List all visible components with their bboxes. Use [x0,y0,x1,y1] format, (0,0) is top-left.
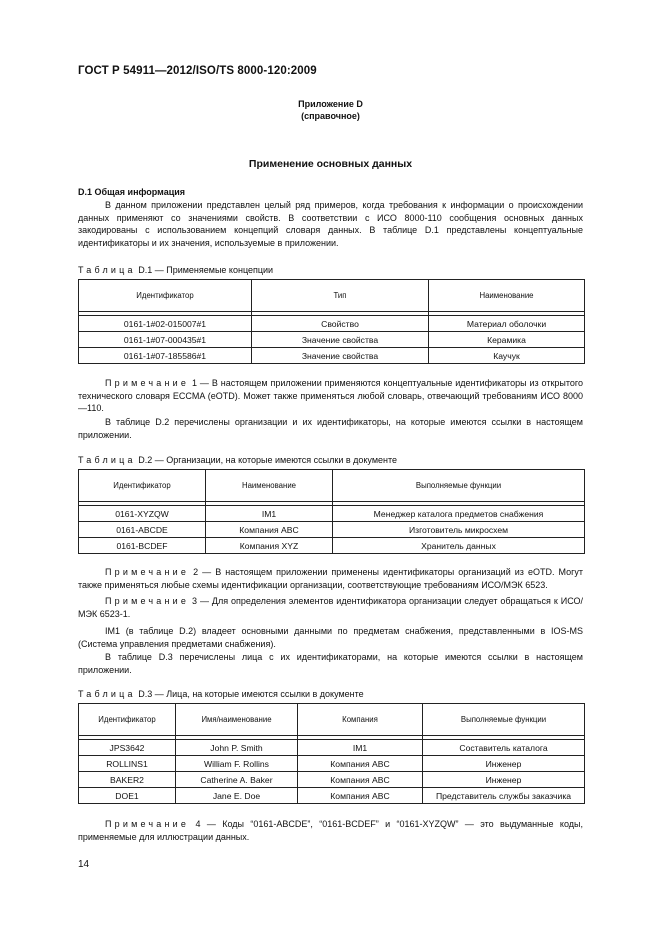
table-cell: Составитель каталога [423,740,585,756]
caption-label: Таблица [78,689,136,699]
caption-text: D.2 — Организации, на которые имеются ссылки в документе [138,455,398,465]
table-row [79,772,585,788]
table-cell: Представитель службы заказчика [423,788,585,804]
table-row [79,788,585,804]
caption-label: Таблица [78,455,136,465]
table-cell: DOE1 [79,788,176,804]
table-row [79,316,585,332]
table-cell: BAKER2 [79,772,176,788]
table-cell: Значение свойства [252,332,429,348]
column-header: Имя/наименование [176,704,298,736]
column-header: Тип [252,280,429,312]
table-cell: 0161-1#07-185586#1 [79,348,252,364]
table-cell: 0161-1#07-000435#1 [79,332,252,348]
paragraph: В таблице D.2 перечислены организации и их идентификаторы, на которые имеются ссылки в настоящем приложении. [78,417,583,440]
table-header-row [79,470,585,502]
table-cell: Компания ABC [298,772,423,788]
column-header: Идентификатор [79,704,176,736]
caption-text: D.3 — Лица, на которые имеются ссылки в документе [138,689,364,699]
table-header-row [79,704,585,736]
table-cell: John P. Smith [176,740,298,756]
table-cell: Свойство [252,316,429,332]
table-cell: Компания XYZ [206,538,333,554]
table-cell: Значение свойства [252,348,429,364]
note-text: 2 — В настоящем приложении применены идентификаторы организаций из eOTD. Могут также применяться любые схемы идентификации организации, соответствующие требованиям ИСО/МЭК 6523. [78,567,583,590]
note-label: Примечание [105,596,190,606]
table-row [79,332,585,348]
section-number: D.1 [78,187,93,197]
table-cell: Хранитель данных [333,538,585,554]
document-header: ГОСТ Р 54911—2012/ISO/TS 8000-120:2009 [78,65,317,77]
table-caption [78,689,364,699]
table-cell: Компания ABC [206,522,333,538]
note [78,566,583,591]
table-cell: Каучук [429,348,585,364]
table-caption [78,265,273,275]
table-cell: Компания ABC [298,756,423,772]
caption-label: Таблица [78,265,136,275]
note-label: Примечание [105,819,190,829]
appendix-heading [0,98,661,122]
table-cell: Материал оболочки [429,316,585,332]
appendix-status: (справочное) [301,111,360,121]
table-cell: 0161-BCDEF [79,538,206,554]
table-row [79,756,585,772]
table-cell: Компания ABC [298,788,423,804]
table-row [79,522,585,538]
paragraph: В таблице D.3 перечислены лица с их идентификаторами, на которые имеются ссылки в настоящем приложении. [78,652,583,675]
table-cell: Jane E. Doe [176,788,298,804]
table-cell: Менеджер каталога предметов снабжения [333,506,585,522]
note-label: Примечание [105,567,190,577]
table-row [79,740,585,756]
column-header: Наименование [206,470,333,502]
table-cell: Керамика [429,332,585,348]
table-row [79,538,585,554]
page-number: 14 [78,859,90,870]
note-text: 3 — Для определения элементов идентификатора организации следует обращаться к ИСО/МЭК 6523-1. [78,596,583,619]
table-cell: Catherine A. Baker [176,772,298,788]
table-row [79,348,585,364]
column-header: Компания [298,704,423,736]
table-cell: Инженер [423,772,585,788]
note-text: 4 — Коды “0161-ABCDE”, “0161-BCDEF” и “0161-XYZQW” — это выдуманные коды, применяемые для иллюстрации данных. [78,819,583,842]
table-cell: JPS3642 [79,740,176,756]
section-title: Общая информация [94,187,186,197]
table-cell: Инженер [423,756,585,772]
section-heading [78,186,583,199]
table-cell: 0161-XYZQW [79,506,206,522]
note-label: Примечание [105,378,190,388]
paragraph-intro: В данном приложении представлен целый ряд примеров, когда требования к информации о происхождении данных применяют со значениями свойств. В соответствии с ИСО 8000-110 сообщения основных данных закодированы с использованием концепций словаря данных. В таблице D.1 представлены концептуальные идентификаторы и их значения, используемые в приложении. [78,200,583,248]
table-cell: ROLLINS1 [79,756,176,772]
table-cell: 0161-1#02-015007#1 [79,316,252,332]
column-header: Идентификатор [79,280,252,312]
table-cell: 0161-ABCDE [79,522,206,538]
table-cell: Изготовитель микросхем [333,522,585,538]
organizations-table [78,469,585,554]
caption-text: D.1 — Применяемые концепции [138,265,274,275]
table-header-row [79,280,585,312]
table-cell: IM1 [206,506,333,522]
column-header: Наименование [429,280,585,312]
note-text: 1 — В настоящем приложении применяются концептуальные идентификаторы из открытого технического словаря ECCMA (eOTD). Может также применяться любой словарь, отвечающий требованиям ИСО 8000—110. [78,378,583,414]
appendix-title: Применение основных данных [248,158,413,170]
concepts-table [78,279,585,364]
note [78,595,583,620]
appendix-label: Приложение D [298,99,363,109]
note [78,818,583,843]
table-cell: IM1 [298,740,423,756]
table-cell: William F. Rollins [176,756,298,772]
column-header: Выполняемые функции [333,470,585,502]
column-header: Выполняемые функции [423,704,585,736]
paragraph: IM1 (в таблице D.2) владеет основными данными по предметам снабжения, представленными в IOS-MS (Система управления предметами снабжения). [78,626,583,649]
persons-table [78,703,585,804]
table-row [79,506,585,522]
table-caption [78,455,397,465]
note [78,377,583,415]
column-header: Идентификатор [79,470,206,502]
